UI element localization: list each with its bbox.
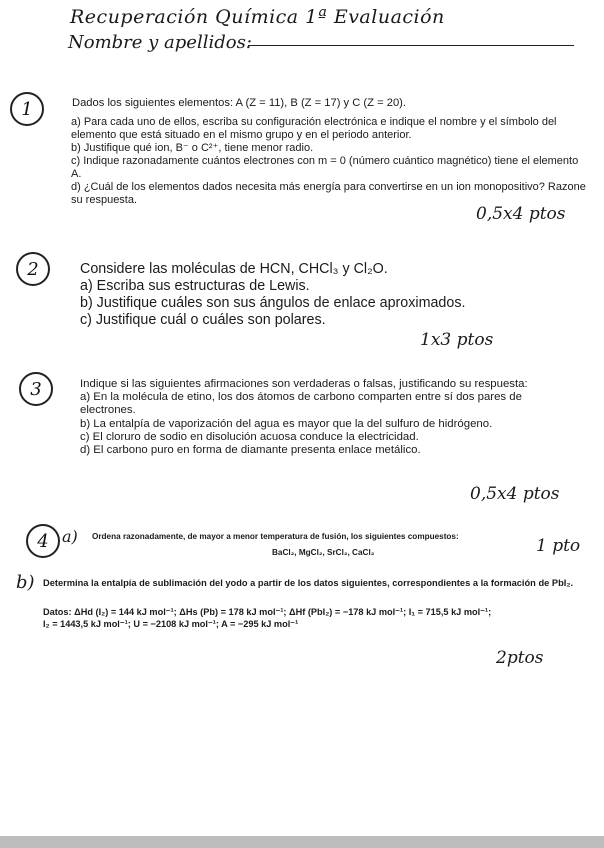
question-1-number: 1 — [10, 92, 44, 126]
question-4a-score: 1 pto — [536, 536, 581, 556]
question-1-part-c: c) Indique razonadamente cuántos electrones con m = 0 (número cuántico magnético) tiene el elemento A. — [71, 155, 579, 180]
name-label: Nombre y apellidos: — [68, 32, 252, 53]
question-2-part-a: a) Escriba sus estructuras de Lewis. — [80, 278, 310, 294]
question-1-intro: Dados los siguientes elementos: A (Z = 11), B (Z = 17) y C (Z = 20). — [72, 97, 407, 109]
question-1-score: 0,5x4 ptos — [476, 204, 566, 224]
question-3-part-b: b) La entalpía de vaporización del agua es mayor que la del sulfuro de hidrógeno. — [80, 417, 493, 430]
question-4a-marker: a) — [62, 527, 78, 546]
scan-edge-bar — [0, 836, 604, 848]
question-4b-text: Determina la entalpía de sublimación del yodo a partir de los datos siguientes, correspondientes a la formación de PbI₂. — [43, 578, 574, 588]
question-4b-data-line-1: Datos: ΔHd (I₂) = 144 kJ mol⁻¹; ΔHs (Pb) = 178 kJ mol⁻¹; ΔHf (PbI₂) = −178 kJ mol⁻¹; I₁ = 715,5 kJ mol⁻¹; — [43, 607, 492, 617]
question-4b-data-line-2: I₂ = 1443,5 kJ mol⁻¹; U = −2108 kJ mol⁻¹; A = −295 kJ mol⁻¹ — [43, 619, 299, 629]
question-1-parts — [71, 116, 591, 207]
question-4a-text: Ordena razonadamente, de mayor a menor temperatura de fusión, los siguientes compuestos: — [92, 532, 459, 541]
question-2-number: 2 — [16, 252, 50, 286]
question-4b-data — [43, 606, 588, 630]
exam-title: Recuperación Química 1ª Evaluación — [70, 6, 445, 28]
question-4b-score: 2ptos — [496, 648, 544, 668]
name-underline — [248, 45, 574, 46]
question-2-part-b: b) Justifique cuáles son sus ángulos de enlace aproximados. — [80, 295, 466, 311]
question-2-block — [80, 261, 560, 329]
question-3-block — [80, 378, 560, 457]
question-4a-compounds: BaCl₂, MgCl₂, SrCl₂, CaCl₂ — [272, 548, 375, 557]
question-3-part-a: a) En la molécula de etino, los dos átomos de carbono comparten entre sí dos pares de electrones. — [80, 391, 522, 417]
question-3-number: 3 — [19, 372, 53, 406]
question-1-part-a: a) Para cada uno de ellos, escriba su configuración electrónica e indique el nombre y el símbolo del elemento que está situado en el mismo grupo y en el periodo anterior. — [71, 116, 557, 141]
question-3-score: 0,5x4 ptos — [470, 484, 560, 504]
question-2-part-c: c) Justifique cuál o cuáles son polares. — [80, 312, 326, 328]
question-4-number: 4 — [26, 524, 60, 558]
question-3-part-d: d) El carbono puro en forma de diamante presenta enlace metálico. — [80, 444, 421, 457]
question-1-part-b: b) Justifique qué ion, B⁻ o C²⁺, tiene menor radio. — [71, 142, 314, 154]
question-4b-marker: b) — [16, 572, 35, 593]
question-2-intro: Considere las moléculas de HCN, CHCl₃ y Cl₂O. — [80, 261, 388, 277]
question-3-intro: Indique si las siguientes afirmaciones son verdaderas o falsas, justificando su respuesta: — [80, 378, 528, 390]
question-3-part-c: c) El cloruro de sodio en disolución acuosa conduce la electricidad. — [80, 430, 419, 443]
question-1-part-d: d) ¿Cuál de los elementos dados necesita más energía para convertirse en un ion monopositivo? Razone su respuesta. — [71, 181, 586, 206]
question-2-score: 1x3 ptos — [420, 330, 494, 350]
